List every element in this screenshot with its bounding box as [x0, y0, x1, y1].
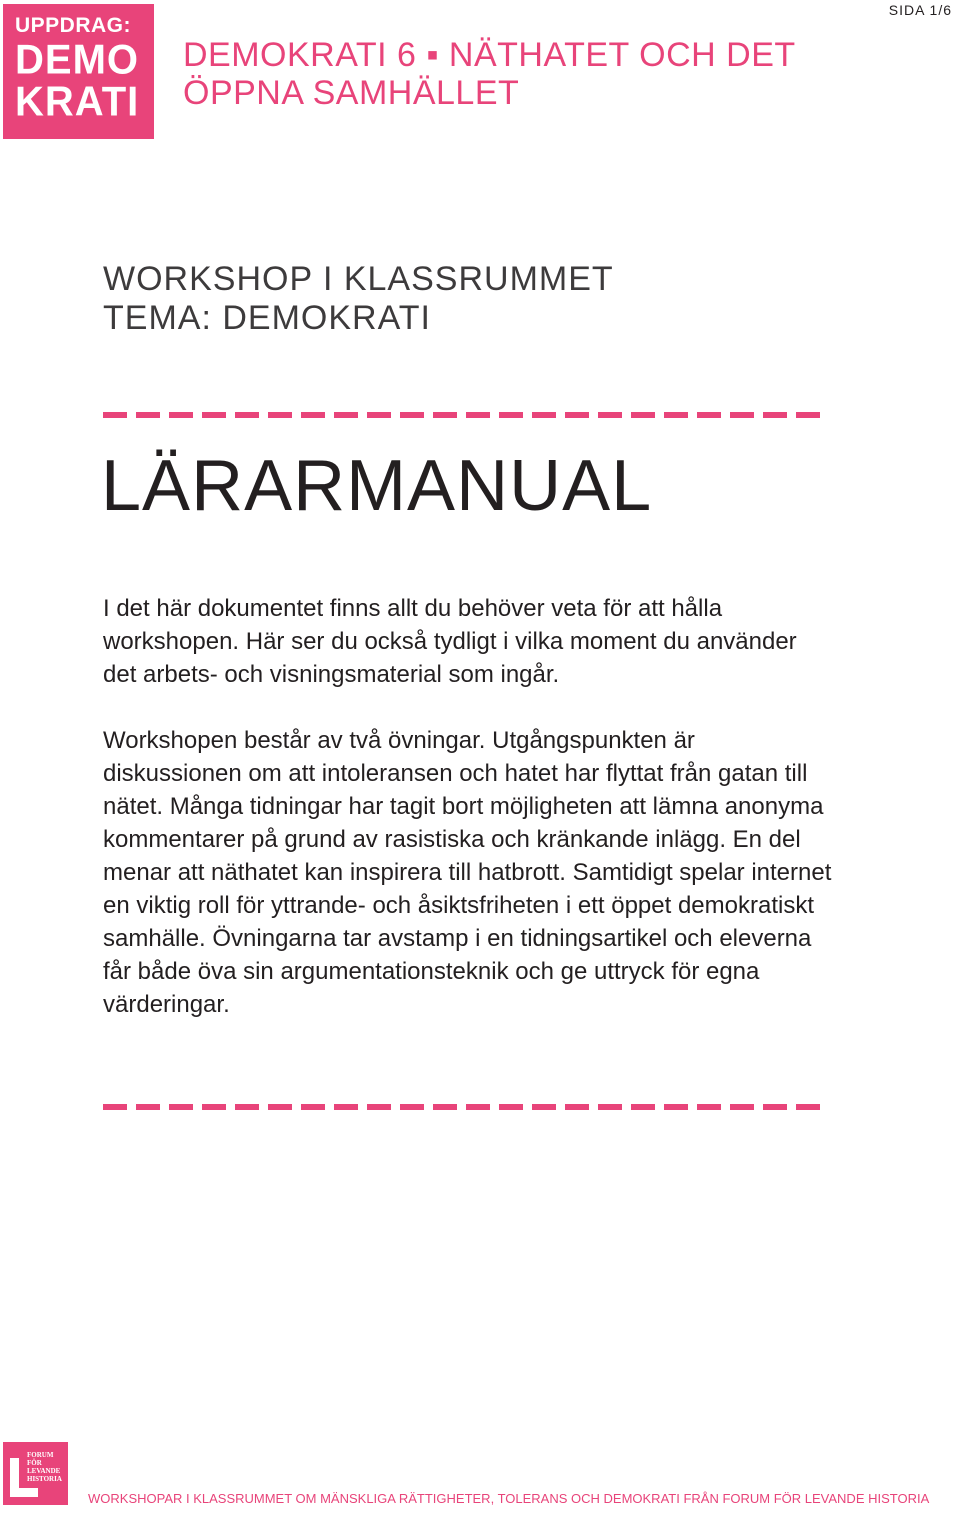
document-title [183, 36, 903, 112]
workshop-heading-line-1: WORKSHOP I KLASSRUMMET [103, 260, 614, 298]
publisher-logo-line: LEVANDE [27, 1467, 61, 1475]
workshop-heading [103, 260, 614, 338]
workshop-heading-line-2: TEMA: DEMOKRATI [103, 299, 431, 337]
main-title: LÄRARMANUAL [101, 446, 653, 526]
intro-paragraph: I det här dokumentet finns allt du behöver veta för att hålla workshopen. Här ser du också tydligt i vilka moment du använder det arbets- och visningsmaterial som ingår. [103, 595, 797, 688]
dashed-divider-bottom [103, 1104, 821, 1110]
publisher-logo-line: FÖR [27, 1459, 42, 1467]
page-number: SIDA 1/6 [888, 2, 952, 18]
footer-text: WORKSHOPAR I KLASSRUMMET OM MÄNSKLIGA RÄTTIGHETER, TOLERANS OCH DEMOKRATI FRÅN FORUM FÖR LEVANDE HISTORIA [88, 1491, 930, 1506]
document-title-line-1: DEMOKRATI 6 ▪ NÄTHATET OCH DET [183, 36, 796, 74]
logo-line-1: UPPDRAG: [15, 14, 132, 37]
dashed-divider-top [103, 412, 821, 418]
publisher-logo-line: FORUM [27, 1451, 54, 1459]
logo-line-2: DEMO [15, 36, 139, 84]
publisher-logo-line: HISTORIA [27, 1475, 62, 1483]
workshop-description-paragraph: Workshopen består av två övningar. Utgångspunkten är diskussionen om att intoleransen och hatet har flyttat från gatan till nätet. Många tidningar har tagit bort möjligheten att lämna anonyma kommentarer på grund av rasistiska och kränkande inlägg. En del menar att näthatet kan inspirera till hatbrott. Samtidigt spelar internet en viktig roll för yttrande- och åsiktsfriheten i ett öppet demokratiskt samhälle. Övningarna tar avstamp i en tidningsartikel och eleverna får både öva sin argumentationsteknik och ge uttryck för egna värderingar. [103, 727, 832, 1018]
logo-line-3: KRATI [15, 78, 140, 126]
forum-for-levande-historia-logo [3, 1442, 68, 1505]
document-title-line-2: ÖPPNA SAMHÄLLET [183, 74, 520, 112]
uppdrag-demokrati-logo [3, 4, 154, 139]
